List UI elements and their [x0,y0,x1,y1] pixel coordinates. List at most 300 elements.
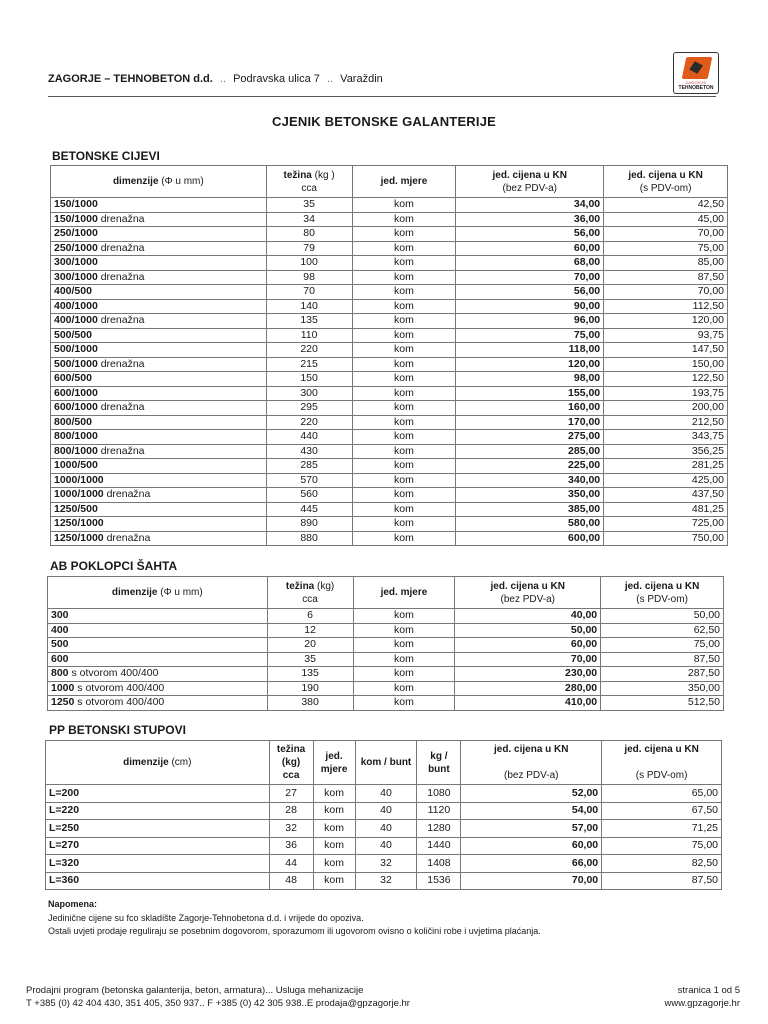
table-row [48,609,724,624]
cell-dim [51,459,267,474]
cell-dim-value: 500/500 [54,328,92,341]
cell-price-net: 70,00 [455,652,601,667]
cell-kg-bunt: 1408 [417,855,461,873]
cell-unit: kom [352,198,456,213]
cell-price-gross: 150,00 [604,357,728,372]
cell-weight: 48 [269,872,313,890]
table-cijevi [50,165,728,546]
table-row [51,430,728,445]
table-row [48,638,724,653]
cell-price-gross: 725,00 [604,517,728,532]
section-title-stupovi: PP BETONSKI STUPOVI [49,723,186,737]
cell-dim [51,227,267,242]
cell-price-net: 56,00 [456,227,604,242]
cell-dim-suffix: drenažna [100,212,145,225]
cell-price-gross: 75,00 [602,837,722,855]
cell-dim [51,502,267,517]
cell-unit: kom [352,459,456,474]
cell-unit: kom [353,609,455,624]
cell-price-gross: 87,50 [602,872,722,890]
website-link: www.gpzagorje.hr [664,998,740,1009]
cell-bunt: 32 [355,855,417,873]
cell-dim-value: 800/1000 [54,430,98,443]
cell-weight: 190 [267,681,353,696]
cell-dim [46,855,270,873]
cell-dim-value: 800/1000 [54,444,98,457]
cell-dim [51,488,267,503]
cell-unit: kom [353,638,455,653]
cell-price-net: 280,00 [455,681,601,696]
cell-dim [51,386,267,401]
cell-weight: 220 [266,415,352,430]
cell-weight: 140 [266,299,352,314]
cell-dim-value: 1000/1000 [54,473,104,486]
logo-text-bottom: TEHNOBETON [678,85,714,91]
cell-price-net: 50,00 [455,623,601,638]
table-row [51,401,728,416]
table-row [51,314,728,329]
cell-price-gross: 82,50 [602,855,722,873]
cell-price-gross: 75,00 [601,638,724,653]
table-row [46,837,722,855]
table-row [51,285,728,300]
cell-weight: 28 [269,802,313,820]
table-row [51,459,728,474]
cell-price-gross: 93,75 [604,328,728,343]
cell-price-net: 56,00 [456,285,604,300]
cell-price-net: 34,00 [456,198,604,213]
cell-price-gross: 85,00 [604,256,728,271]
cell-weight: 34 [266,212,352,227]
section-title-poklopci: AB POKLOPCI ŠAHTA [50,559,178,573]
cell-dim [51,343,267,358]
table-row [51,328,728,343]
cell-dim [46,820,270,838]
table-row [51,198,728,213]
cell-dim [51,198,267,213]
note-block [48,898,541,939]
cell-weight: 12 [267,623,353,638]
table-row [51,343,728,358]
cell-price-gross: 87,50 [604,270,728,285]
cell-dim-value: 800/500 [54,415,92,428]
cell-dim-value: 1000/500 [54,459,98,472]
cell-price-gross: 75,00 [604,241,728,256]
footer-meta [664,984,740,1010]
cell-unit: kom [352,328,456,343]
cell-unit: kom [313,802,355,820]
cell-dim-suffix: s otvorom 400/400 [77,681,165,694]
cell-price-gross: 70,00 [604,227,728,242]
cell-price-net: 410,00 [455,696,601,711]
footer-contact [26,984,410,1010]
cell-dim-suffix: drenažna [106,531,151,544]
cell-dim-value: L=320 [49,856,80,869]
table-row [51,227,728,242]
cell-dim [51,256,267,271]
cell-weight: 880 [266,531,352,546]
page-number: stranica 1 od 5 [677,985,740,996]
cell-weight: 98 [266,270,352,285]
cell-unit: kom [352,444,456,459]
cell-price-gross: 67,50 [602,802,722,820]
cell-price-net: 120,00 [456,357,604,372]
cell-price-net: 57,00 [461,820,602,838]
table-row [51,270,728,285]
cell-price-gross: 65,00 [602,785,722,803]
cell-dim [48,609,268,624]
cell-price-net: 285,00 [456,444,604,459]
cell-unit: kom [352,401,456,416]
cell-price-gross: 212,50 [604,415,728,430]
cell-kg-bunt: 1280 [417,820,461,838]
cell-dim-value: L=220 [49,804,80,817]
footer-program: Prodajni program (betonska galanterija, beton, armatura)... Usluga mehanizacije [26,985,364,996]
cell-kg-bunt: 1080 [417,785,461,803]
cell-price-gross: 350,00 [601,681,724,696]
cell-dim-value: L=200 [49,786,80,799]
table-row [48,681,724,696]
cell-dim [48,681,268,696]
cell-dim [51,241,267,256]
cell-unit: kom [352,488,456,503]
company-logo [673,52,719,94]
cell-weight: 70 [266,285,352,300]
cell-weight: 80 [266,227,352,242]
cell-weight: 135 [267,667,353,682]
cell-weight: 430 [266,444,352,459]
cell-unit: kom [352,212,456,227]
table-row [51,386,728,401]
cell-dim-value: 600/1000 [54,386,98,399]
cell-dim [51,357,267,372]
col-header-dim: dimenzije (Φ u mm) [51,166,267,198]
table-row [51,241,728,256]
cell-price-gross: 425,00 [604,473,728,488]
table-row [46,872,722,890]
cell-price-net: 60,00 [456,241,604,256]
cell-dim-suffix: drenažna [100,357,145,370]
cell-dim-value: 500 [51,638,69,651]
cell-price-net: 60,00 [461,837,602,855]
cell-weight: 6 [267,609,353,624]
cell-price-net: 385,00 [456,502,604,517]
table-row [48,652,724,667]
cell-kg-bunt: 1440 [417,837,461,855]
cell-dim [48,667,268,682]
cell-kg-bunt: 1120 [417,802,461,820]
cell-price-net: 118,00 [456,343,604,358]
col-header-price-net: jed. cijena u KN (bez PDV-a) [456,166,604,198]
cell-price-net: 170,00 [456,415,604,430]
cell-unit: kom [352,285,456,300]
cell-dim-value: 1250 [51,696,75,709]
cell-price-net: 36,00 [456,212,604,227]
cell-dim [51,517,267,532]
cell-price-net: 90,00 [456,299,604,314]
cell-dim-value: 1000 [51,681,75,694]
cell-dim [51,212,267,227]
cell-dim [51,285,267,300]
cell-dim [51,430,267,445]
cell-weight: 36 [269,837,313,855]
cell-weight: 890 [266,517,352,532]
table-row [51,488,728,503]
cell-unit: kom [313,855,355,873]
cell-dim-value: 800 [51,667,69,680]
cell-dim-value: 1250/1000 [54,531,104,544]
cell-weight: 380 [267,696,353,711]
cell-dim [51,270,267,285]
cell-price-net: 54,00 [461,802,602,820]
cell-price-gross: 343,75 [604,430,728,445]
cell-weight: 220 [266,343,352,358]
col-header-weight: težina (kg) cca [269,741,313,785]
cell-unit: kom [352,531,456,546]
table-row [51,531,728,546]
cell-price-net: 155,00 [456,386,604,401]
table-row [46,802,722,820]
cell-dim [48,638,268,653]
cell-dim-value: L=360 [49,874,80,887]
cell-price-net: 75,00 [456,328,604,343]
cell-dim-suffix: drenažna [100,314,145,327]
cell-price-gross: 71,25 [602,820,722,838]
col-header-weight: težina (kg) cca [267,577,353,609]
company-header: ZAGORJE – TEHNOBETON d.d. .. Podravska ulica 7 .. Varaždin [48,73,383,85]
cell-weight: 44 [269,855,313,873]
header-divider [48,96,716,97]
cell-price-net: 275,00 [456,430,604,445]
cell-dim-suffix: drenažna [100,444,145,457]
cell-price-gross: 200,00 [604,401,728,416]
table-row [46,820,722,838]
cell-dim [51,415,267,430]
col-header-unit: jed. mjere [353,577,455,609]
cell-dim [51,314,267,329]
table-row [51,372,728,387]
cell-dim-value: 500/1000 [54,357,98,370]
table-row [48,623,724,638]
cell-weight: 100 [266,256,352,271]
cell-price-net: 66,00 [461,855,602,873]
cell-unit: kom [352,415,456,430]
cell-dim-suffix: drenažna [100,270,145,283]
cell-price-gross: 147,50 [604,343,728,358]
cell-dim [48,696,268,711]
cell-dim-value: 150/1000 [54,198,98,211]
cell-weight: 285 [266,459,352,474]
cell-weight: 445 [266,502,352,517]
cell-bunt: 40 [355,837,417,855]
table-row [48,667,724,682]
cell-dim-suffix: s otvorom 400/400 [77,696,165,709]
cell-dim-value: 300/1000 [54,270,98,283]
cell-unit: kom [353,681,455,696]
cell-dim-suffix: drenažna [106,488,151,501]
company-name: ZAGORJE – TEHNOBETON [48,73,191,85]
col-header-price-net: jed. cijena u KN (bez PDV-a) [455,577,601,609]
cell-weight: 110 [266,328,352,343]
cell-weight: 295 [266,401,352,416]
cell-unit: kom [352,343,456,358]
cell-bunt: 32 [355,872,417,890]
cell-price-gross: 356,25 [604,444,728,459]
cell-price-gross: 122,50 [604,372,728,387]
cell-dim [46,872,270,890]
cell-dim [51,473,267,488]
cell-unit: kom [352,473,456,488]
cell-unit: kom [352,256,456,271]
cell-dim-value: 1000/1000 [54,488,104,501]
cell-dim [46,802,270,820]
col-header-weight: težina (kg ) cca [266,166,352,198]
cell-unit: kom [313,785,355,803]
cell-price-net: 230,00 [455,667,601,682]
col-header-price-gross: jed. cijena u KN (s PDV-om) [601,577,724,609]
table-poklopci [47,576,724,711]
note-line-1: Jedinične cijene su fco skladište Zagorje-Tehnobetona d.d. i vrijede do opoziva. [48,912,364,923]
cell-price-gross: 45,00 [604,212,728,227]
cell-price-net: 40,00 [455,609,601,624]
company-address: Podravska ulica 7 [233,73,320,85]
cell-kg-bunt: 1536 [417,872,461,890]
cell-price-net: 580,00 [456,517,604,532]
table-row [46,855,722,873]
cell-weight: 570 [266,473,352,488]
cell-dim [51,299,267,314]
table-row [51,212,728,227]
cell-dim-value: 600/500 [54,372,92,385]
cell-weight: 35 [266,198,352,213]
cell-unit: kom [352,357,456,372]
cell-dim-value: 400/1000 [54,314,98,327]
cell-price-gross: 87,50 [601,652,724,667]
cell-weight: 150 [266,372,352,387]
cell-dim-suffix: drenažna [100,401,145,414]
cell-price-gross: 70,00 [604,285,728,300]
table-row [51,473,728,488]
table-stupovi [45,740,722,890]
cell-price-net: 350,00 [456,488,604,503]
cell-dim [48,652,268,667]
cell-bunt: 40 [355,785,417,803]
cell-dim [46,785,270,803]
col-header-unit: jed. mjere [352,166,456,198]
cell-unit: kom [352,502,456,517]
table-row [46,785,722,803]
cell-unit: kom [352,241,456,256]
cell-price-net: 52,00 [461,785,602,803]
table-row [51,502,728,517]
cell-price-net: 225,00 [456,459,604,474]
cell-price-gross: 62,50 [601,623,724,638]
cell-unit: kom [353,652,455,667]
col-header-unit: jed. mjere [313,741,355,785]
cell-unit: kom [352,386,456,401]
cell-dim [51,372,267,387]
cell-price-gross: 193,75 [604,386,728,401]
cell-dim [46,837,270,855]
cell-unit: kom [352,372,456,387]
cell-unit: kom [353,696,455,711]
cell-unit: kom [352,517,456,532]
cell-dim-value: 500/1000 [54,343,98,356]
logo-mark-icon [682,57,713,79]
cell-dim-value: 1250/1000 [54,517,104,530]
cell-price-gross: 112,50 [604,299,728,314]
cell-dim [51,401,267,416]
col-header-dim: dimenzije (Φ u mm) [48,577,268,609]
cell-unit: kom [313,872,355,890]
cell-price-gross: 512,50 [601,696,724,711]
col-header-dim: dimenzije (cm) [46,741,270,785]
cell-price-gross: 50,00 [601,609,724,624]
cell-dim-value: 600/1000 [54,401,98,414]
cell-dim-value: 300/1000 [54,256,98,269]
note-title: Napomena: [48,899,98,909]
table-row [51,415,728,430]
table-row [51,517,728,532]
cell-dim [51,444,267,459]
page-title: CJENIK BETONSKE GALANTERIJE [271,114,497,129]
cell-price-net: 600,00 [456,531,604,546]
cell-price-net: 98,00 [456,372,604,387]
cell-dim-value: 1250/500 [54,502,98,515]
cell-unit: kom [352,314,456,329]
cell-unit: kom [352,430,456,445]
table-row [51,299,728,314]
cell-dim-value: 400/500 [54,285,92,298]
col-header-price-gross: jed. cijena u KN (s PDV-om) [602,741,722,785]
company-city: Varaždin [340,73,383,85]
cell-unit: kom [353,667,455,682]
cell-price-gross: 437,50 [604,488,728,503]
cell-dim-value: 400/1000 [54,299,98,312]
cell-bunt: 40 [355,802,417,820]
table-row [48,696,724,711]
cell-price-net: 340,00 [456,473,604,488]
col-header-price-gross: jed. cijena u KN (s PDV-om) [604,166,728,198]
cell-unit: kom [313,837,355,855]
cell-dim-value: 150/1000 [54,212,98,225]
col-header-bunt: kom / bunt [355,741,417,785]
cell-dim-suffix: s otvorom 400/400 [71,667,159,680]
cell-unit: kom [353,623,455,638]
cell-price-gross: 281,25 [604,459,728,474]
cell-price-gross: 287,50 [601,667,724,682]
col-header-kg-bunt: kg / bunt [417,741,461,785]
cell-dim-suffix: drenažna [100,241,145,254]
cell-weight: 560 [266,488,352,503]
cell-dim-value: 250/1000 [54,227,98,240]
cell-dim-value: L=270 [49,839,80,852]
cell-dim [51,328,267,343]
cell-weight: 20 [267,638,353,653]
cell-dim-value: 400 [51,623,69,636]
cell-price-gross: 42,50 [604,198,728,213]
cell-price-net: 70,00 [461,872,602,890]
cell-weight: 300 [266,386,352,401]
note-line-2: Ostali uvjeti prodaje reguliraju se posebnim dogovorom, sporazumom ili ugovorom ovisno o količini robe i uvjetima plaćanja. [48,926,541,936]
cell-unit: kom [352,227,456,242]
cell-unit: kom [313,820,355,838]
cell-price-net: 68,00 [456,256,604,271]
col-header-price-net: jed. cijena u KN (bez PDV-a) [461,741,602,785]
cell-dim [51,531,267,546]
cell-price-net: 60,00 [455,638,601,653]
cell-weight: 215 [266,357,352,372]
